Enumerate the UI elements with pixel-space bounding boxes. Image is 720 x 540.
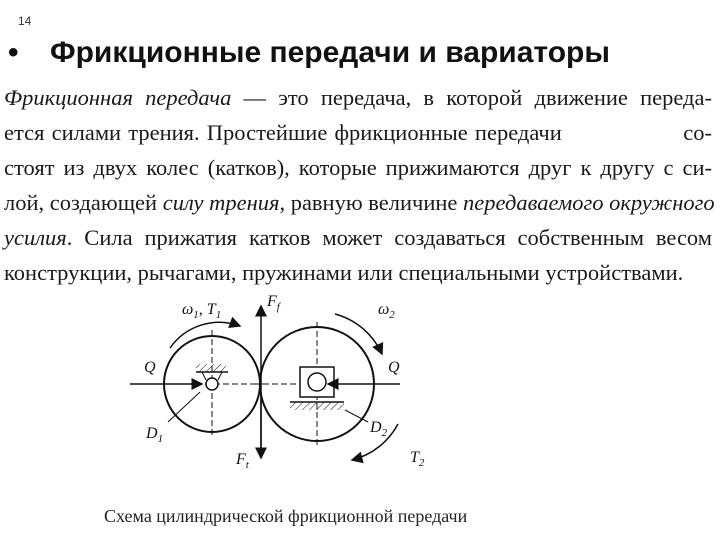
title-bullet: •: [8, 36, 19, 69]
label-omega2: $\omega_2$: [378, 301, 395, 321]
label-ff: $F_f$: [267, 293, 280, 313]
friction-gear-diagram: [130, 292, 570, 492]
omega2-arc-arrow: [335, 314, 382, 354]
term-friction-transmission: Фрикционная передача: [4, 85, 232, 110]
body-paragraph: [4, 80, 715, 290]
title-text: Фрикционные передачи и вариаторы: [50, 36, 610, 69]
body-line-5-text: . Сила прижатия катков может создаваться собственным весом: [66, 225, 712, 250]
diagram-svg: [130, 292, 570, 492]
label-ft: $F_t$: [236, 451, 249, 471]
body-line-1: [4, 80, 712, 115]
figure-caption: Схема цилиндрической фрикционной передачи: [104, 506, 468, 526]
label-t2: $T_2$: [410, 449, 425, 469]
term-effort: усилия: [4, 225, 67, 250]
body-line-4-text-a: лой, создающей: [4, 190, 163, 215]
body-line-6: конструкции, рычагами, пружинами или специальными устройствами.: [4, 260, 684, 285]
body-line-3: стоят из двух колес (катков), которые прижимаются друг к другу с си-: [4, 155, 712, 180]
body-line-4-text-b: , равную величине: [279, 190, 464, 215]
body-line-2: ется силами трения. Простейшие фрикционные передачи со-: [4, 120, 712, 145]
label-q-left: Q: [144, 359, 156, 376]
d1-leader: [168, 392, 200, 422]
label-omega1: $\omega_1$, $T_1$: [182, 301, 222, 321]
omega1-arc-arrow: [170, 322, 240, 348]
term-circumferential: передаваемого окружного: [463, 190, 715, 215]
body-line-4: [4, 185, 715, 220]
label-d2: $D_2$: [370, 419, 388, 439]
label-d1: $D_1$: [146, 425, 164, 445]
body-line-5: [4, 220, 712, 255]
slide-number: 14: [18, 14, 32, 28]
body-line-1-text: — это передача, в которой движение переда-: [231, 85, 712, 110]
label-q-right: Q: [388, 359, 400, 376]
term-friction-force: силу трения: [162, 190, 280, 215]
